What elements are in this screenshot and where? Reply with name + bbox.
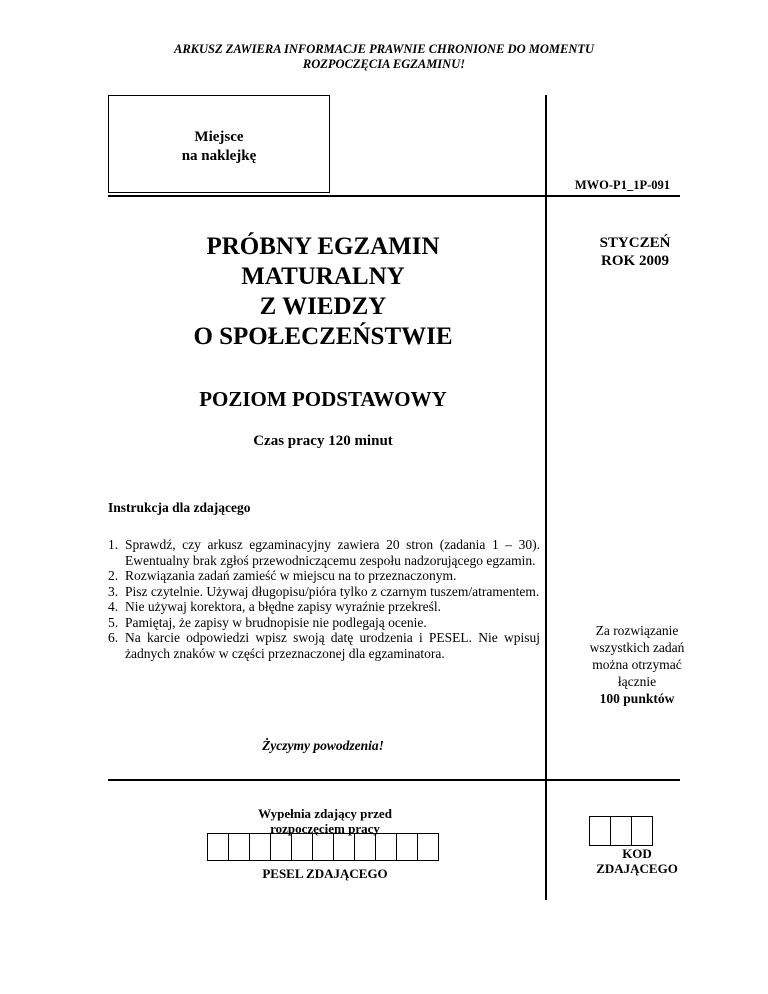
sticker-line-2: na naklejkę (181, 148, 257, 164)
exam-duration: Czas pracy 120 minut (253, 433, 393, 449)
points-line-2: wszystkich zadań (589, 640, 685, 655)
instruction-item: 6. Na karcie odpowiedzi wpisz swoją datę urodzenia i PESEL. Nie wpisuj żadnych znaków w części przeznaczonej dla egzaminatora. (108, 630, 540, 661)
exam-code: MWO-P1_1P-091 (574, 178, 670, 192)
pesel-digit-box[interactable] (333, 833, 355, 861)
instruction-item: 3. Pisz czytelnie. Używaj długopisu/pióra tylko z czarnym tuszem/atramentem. (108, 583, 540, 599)
instruction-item: 5. Pamiętaj, że zapisy w brudnopisie nie podlegają ocenie. (108, 614, 427, 630)
instructions-heading: Instrukcja dla zdającego (108, 500, 251, 515)
points-total: 100 punktów (599, 691, 675, 706)
sticker-label (109, 128, 329, 166)
good-luck-message: Życzymy powodzenia! (262, 738, 384, 753)
points-line-4: łącznie (617, 674, 657, 689)
warning-line-1: ARKUSZ ZAWIERA INFORMACJE PRAWNIE CHRONIONE DO MOMENTU (173, 42, 595, 56)
pesel-digit-box[interactable] (354, 833, 376, 861)
instruction-item: 1. Sprawdź, czy arkusz egzaminacyjny zawiera 20 stron (zadania 1 – 30). Ewentualny brak zgłoś przewodniczącemu zespołu nadzorującego egzamin. (108, 537, 540, 568)
exam-date (546, 234, 724, 270)
confidentiality-warning (0, 42, 768, 72)
pesel-digit-box[interactable] (396, 833, 418, 861)
kod-digit-box[interactable] (610, 816, 632, 846)
pesel-digit-box[interactable] (270, 833, 292, 861)
kod-input-grid (589, 816, 653, 846)
pesel-digit-box[interactable] (228, 833, 250, 861)
pesel-digit-box[interactable] (375, 833, 397, 861)
exam-level: POZIOM PODSTAWOWY (199, 387, 447, 411)
pesel-digit-box[interactable] (417, 833, 439, 861)
points-info (548, 622, 726, 707)
pesel-label: PESEL ZDAJĄCEGO (262, 866, 388, 881)
title-line-2: MATURALNY (241, 263, 405, 290)
points-line-3: można otrzymać (592, 657, 682, 672)
exam-month: STYCZEŃ (599, 235, 671, 251)
pesel-digit-box[interactable] (249, 833, 271, 861)
kod-digit-box[interactable] (589, 816, 611, 846)
sticker-line-1: Miejsce (194, 129, 244, 145)
pesel-digit-box[interactable] (207, 833, 229, 861)
bottom-divider (108, 779, 680, 781)
pesel-input-grid (207, 833, 439, 861)
points-line-1: Za rozwiązanie (595, 623, 679, 638)
pesel-digit-box[interactable] (312, 833, 334, 861)
kod-label (548, 846, 726, 876)
title-line-3: Z WIEDZY (259, 293, 387, 320)
exam-year: ROK 2009 (601, 253, 669, 269)
kod-digit-box[interactable] (631, 816, 653, 846)
warning-line-2: ROZPOCZĘCIA EGZAMINU! (302, 57, 466, 71)
title-line-4: O SPOŁECZEŃSTWIE (193, 323, 453, 350)
kod-label-line-2: ZDAJĄCEGO (596, 861, 678, 876)
exam-title (108, 232, 538, 352)
instruction-item: 2. Rozwiązania zadań zamieść w miejscu na to przeznaczonym. (108, 568, 457, 583)
sticker-box (108, 95, 330, 193)
fill-instruction (110, 806, 540, 836)
instruction-item: 4. Nie używaj korektora, a błędne zapisy wyraźnie przekreśl. (108, 599, 441, 614)
instructions-list (108, 537, 540, 661)
kod-label-line-1: KOD (622, 846, 652, 861)
title-line-1: PRÓBNY EGZAMIN (206, 233, 440, 260)
fill-line-1: Wypełnia zdający przed (258, 806, 392, 821)
top-divider (108, 195, 680, 197)
pesel-digit-box[interactable] (291, 833, 313, 861)
fill-line-2: rozpoczęciem pracy (270, 821, 380, 836)
